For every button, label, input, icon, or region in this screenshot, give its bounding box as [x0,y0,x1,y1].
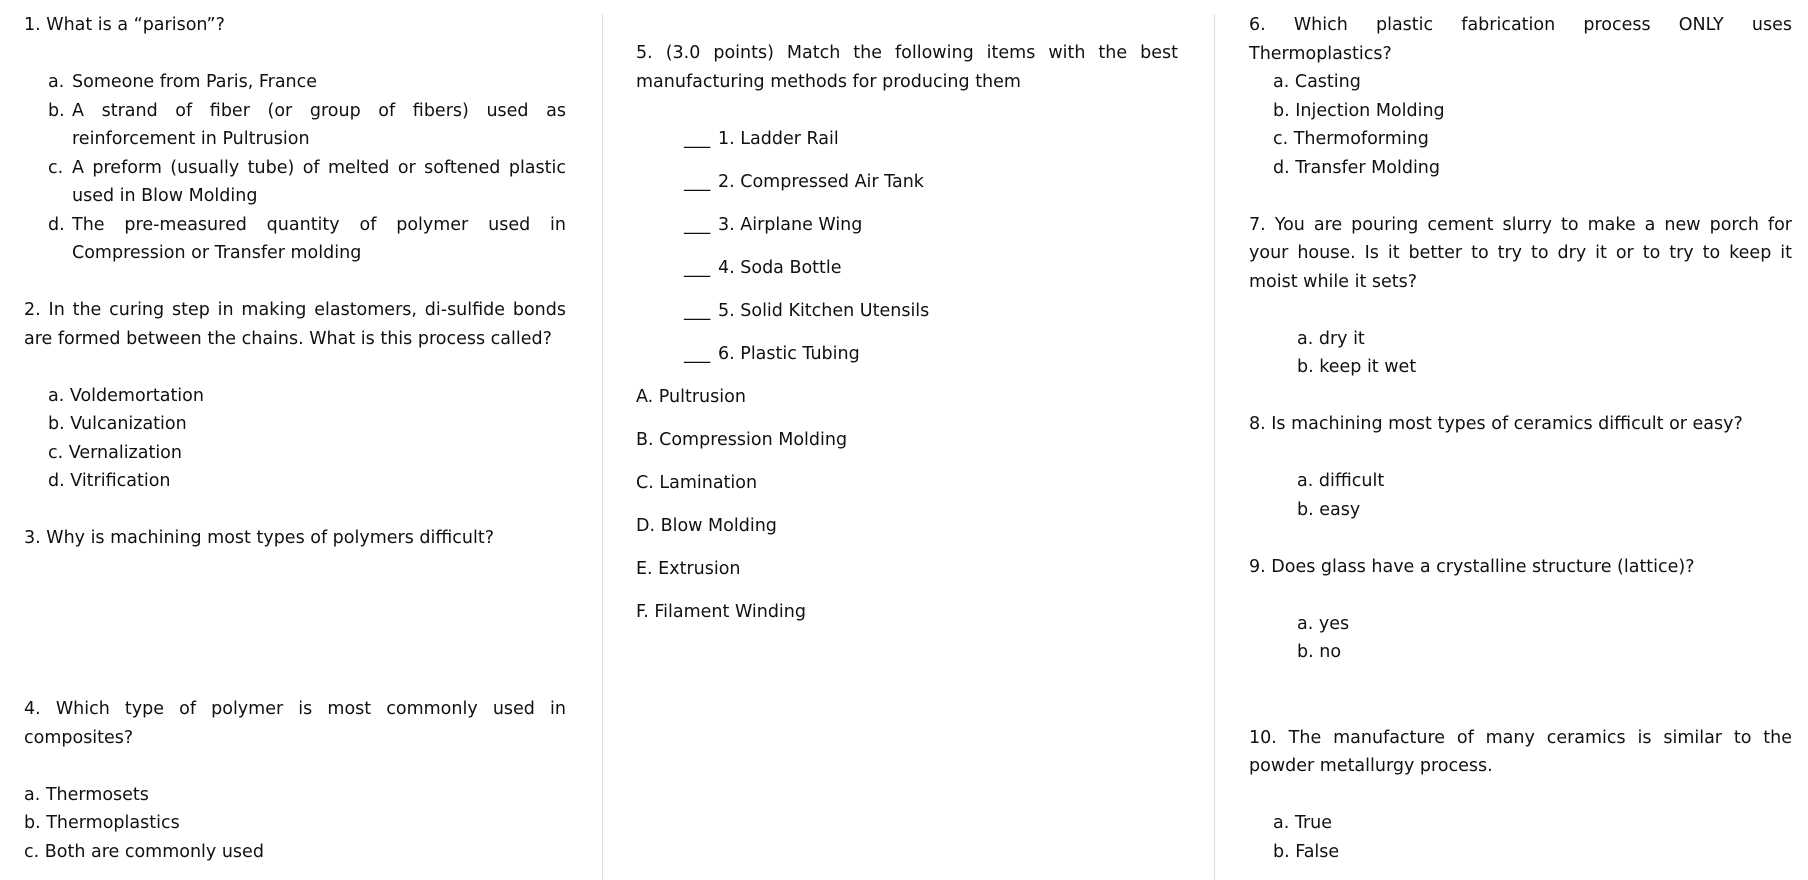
question-7-prompt: 7. You are pouring cement slurry to make a new porch for your house. Is it better to try to dry it or to try to keep it moist while it sets? [1249,214,1792,292]
method-a: A. Pultrusion [636,386,746,407]
question-6-prompt: 6. Which plastic fabrication process ONLY uses Thermoplastics? [1249,15,1792,64]
method-e: E. Extrusion [636,558,741,579]
question-9-option-a: a. yes [1297,613,1350,634]
question-7-option-a: a. dry it [1297,328,1365,349]
question-5-prompt: 5. (3.0 points) Match the following items with the best manufacturing methods for producing them [636,43,1178,92]
question-1-option-c [24,154,566,211]
match-item-label: 6. Plastic Tubing [718,343,860,364]
question-4-option-c: c. Both are commonly used [24,841,264,862]
answer-blank[interactable]: ___ [684,300,711,321]
match-item-label: 3. Airplane Wing [718,214,863,235]
question-3-prompt: 3. Why is machining most types of polymers difficult? [24,528,495,548]
match-item-4 [636,254,1178,297]
match-item-label: 5. Solid Kitchen Utensils [718,300,930,321]
match-item-3 [636,211,1178,254]
question-6-option-a: a. Casting [1273,72,1361,92]
column-middle [636,39,1178,641]
question-2-option-d: d. Vitrification [48,471,171,491]
method-c: C. Lamination [636,472,758,493]
method-f: F. Filament Winding [636,601,806,622]
option-text: Someone from Paris, France [72,72,318,92]
column-divider [602,14,603,880]
question-4-option-a: a. Thermosets [24,784,149,805]
question-1-option-d [24,211,566,268]
match-item-label: 1. Ladder Rail [718,128,839,149]
match-item-label: 2. Compressed Air Tank [718,171,924,192]
match-item-5 [636,297,1178,340]
question-2-option-a: a. Voldemortation [48,385,204,406]
question-10-option-b: b. False [1273,841,1340,862]
column-right [1249,11,1792,866]
match-item-1 [636,125,1178,168]
question-1-option-b [24,97,566,154]
option-letter: d. [48,214,65,235]
match-item-2 [636,168,1178,211]
answer-blank[interactable]: ___ [684,171,711,192]
question-10-prompt: 10. The manufacture of many ceramics is similar to the powder metallurgy process. [1249,727,1792,776]
question-2-option-c: c. Vernalization [48,442,182,463]
question-10-option-a: a. True [1273,813,1333,833]
question-2-option-b: b. Vulcanization [48,414,187,434]
question-8-prompt: 8. Is machining most types of ceramics difficult or easy? [1249,414,1743,434]
question-1-option-a [24,68,566,97]
option-text: A strand of fiber (or group of fibers) used as reinforcement in Pultrusion [72,100,566,149]
question-4-option-b: b. Thermoplastics [24,813,180,833]
answer-blank[interactable]: ___ [684,214,711,235]
question-6-option-b: b. Injection Molding [1273,100,1445,121]
question-2-prompt: 2. In the curing step in making elastomers, di-sulfide bonds are formed between the chains. What is this process called? [24,300,566,349]
column-divider [1214,14,1215,880]
method-b: B. Compression Molding [636,429,848,450]
column-left [24,11,566,866]
answer-blank[interactable]: ___ [684,128,711,149]
question-1-prompt: 1. What is a “parison”? [24,15,225,35]
question-6-option-d: d. Transfer Molding [1273,157,1441,178]
match-item-label: 4. Soda Bottle [718,257,842,278]
question-4-prompt: 4. Which type of polymer is most commonly used in composites? [24,699,566,748]
question-9-prompt: 9. Does glass have a crystalline structure (lattice)? [1249,556,1695,577]
option-letter: a. [48,72,65,92]
question-6-option-c: c. Thermoforming [1273,129,1429,149]
option-letter: b. [48,100,65,121]
method-d: D. Blow Molding [636,515,777,536]
option-letter: c. [48,157,64,178]
question-9-option-b: b. no [1297,642,1342,662]
option-text: The pre-measured quantity of polymer used in Compression or Transfer molding [72,214,566,263]
question-8-option-b: b. easy [1297,499,1361,520]
option-text: A preform (usually tube) of melted or softened plastic used in Blow Molding [72,157,566,206]
answer-blank[interactable]: ___ [684,343,711,364]
question-8-option-a: a. difficult [1297,471,1385,491]
answer-blank[interactable]: ___ [684,257,711,278]
match-item-6 [636,340,1178,383]
question-7-option-b: b. keep it wet [1297,357,1417,377]
